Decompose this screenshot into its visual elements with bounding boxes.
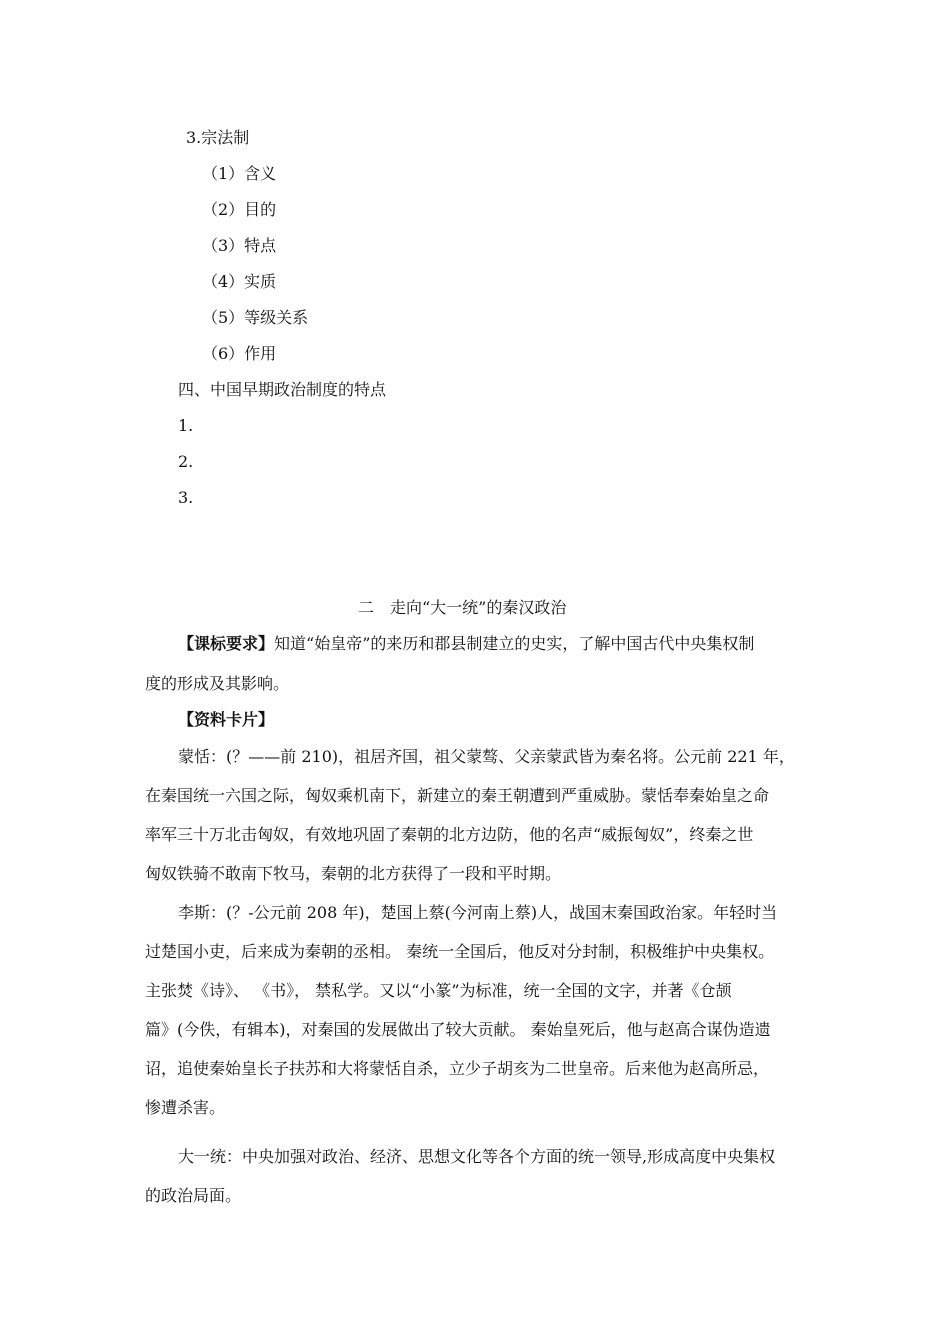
dayitong-line-2: 的政治局面。 bbox=[145, 1186, 242, 1205]
lesson-title: 二 走向“大一统”的秦汉政治 bbox=[358, 598, 567, 617]
requirement-label: 【课标要求】 bbox=[178, 634, 275, 653]
lisi-line-3: 主张焚《诗》、 《书》， 禁私学。又以“小篆”为标准，统一全国的文字，并著《仓颉 bbox=[145, 981, 732, 1000]
lisi-line-2: 过楚国小吏，后来成为秦朝的丞相。 秦统一全国后，他反对分封制，积极维护中央集权。 bbox=[145, 942, 775, 961]
dayitong-line-1: 大一统：中央加强对政治、经济、思想文化等各个方面的统一领导,形成高度中央集权 bbox=[178, 1147, 776, 1166]
section-4-title: 四、中国早期政治制度的特点 bbox=[178, 380, 387, 399]
mengtian-line-2: 在秦国统一六国之际，匈奴乘机南下，新建立的秦王朝遭到严重威胁。蒙恬奉秦始皇之命 bbox=[145, 786, 770, 805]
outline-sub-item-3: （3）特点 bbox=[202, 236, 277, 255]
outline-sub-item-6: （6）作用 bbox=[202, 344, 277, 363]
card-label: 【资料卡片】 bbox=[178, 710, 275, 729]
mengtian-line-1: 蒙恬：(？——前 210)，祖居齐国，祖父蒙骜、父亲蒙武皆为秦名将。公元前 221 年， bbox=[178, 747, 795, 766]
lisi-line-4: 篇》(今佚，有辑本)，对秦国的发展做出了较大贡献。 秦始皇死后，他与赵高合谋伪造遗 bbox=[145, 1020, 771, 1039]
outline-sub-item-2: （2）目的 bbox=[202, 200, 277, 219]
lisi-line-6: 惨遭杀害。 bbox=[145, 1098, 226, 1117]
lisi-line-1: 李斯：(？-公元前 208 年)，楚国上蔡(今河南上蔡)人，战国末秦国政治家。年轻时当 bbox=[178, 903, 778, 922]
section-4-item-1: 1. bbox=[178, 416, 194, 435]
section-4-item-2: 2. bbox=[178, 452, 194, 471]
mengtian-line-4: 匈奴铁骑不敢南下牧马，秦朝的北方获得了一段和平时期。 bbox=[145, 864, 562, 883]
section-4-item-3: 3. bbox=[178, 488, 194, 507]
outline-sub-item-1: （1）含义 bbox=[202, 164, 277, 183]
requirement-text: 知道“始皇帝”的来历和郡县制建立的史实，了解中国古代中央集权制 bbox=[274, 634, 755, 653]
mengtian-line-3: 率军三十万北击匈奴，有效地巩固了秦朝的北方边防，他的名声“威振匈奴”，终秦之世 bbox=[145, 825, 754, 844]
lisi-line-5: 诏，追使秦始皇长子扶苏和大将蒙恬自杀，立少子胡亥为二世皇帝。后来他为赵高所忌， bbox=[145, 1059, 770, 1078]
requirement-line-2: 度的形成及其影响。 bbox=[145, 674, 290, 693]
outline-sub-item-5: （5）等级关系 bbox=[202, 308, 309, 327]
outline-item-3-title: 3.宗法制 bbox=[186, 128, 250, 147]
outline-sub-item-4: （4）实质 bbox=[202, 272, 277, 291]
requirement-line-1 bbox=[178, 634, 754, 654]
